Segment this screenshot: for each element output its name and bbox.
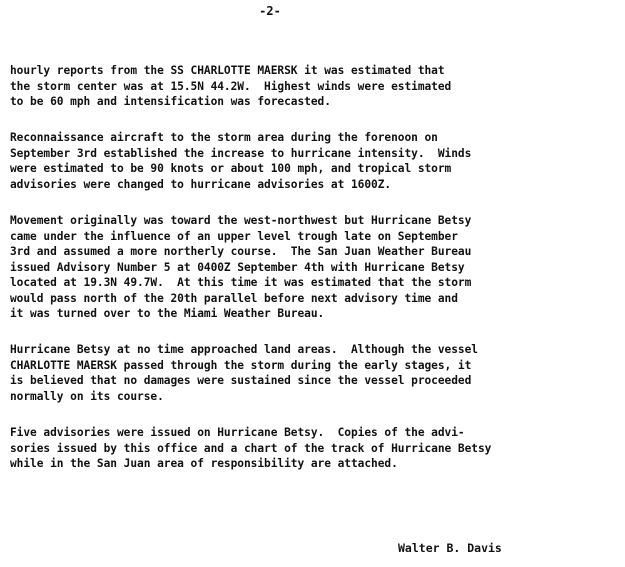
text-line: while in the San Juan area of responsibility are attached. — [10, 457, 398, 470]
text-line: Movement originally was toward the west-northwest but Hurricane Betsy — [10, 214, 472, 227]
text-line: issued Advisory Number 5 at 0400Z September 4th with Hurricane Betsy — [10, 260, 465, 274]
text-line: Hurricane Betsy at no time approached land areas. Although the vessel — [10, 343, 478, 356]
text-line: it was turned over to the Miami Weather Bureau. — [10, 307, 325, 320]
text-line: sories issued by this office and a chart of the track of Hurricane Betsy — [10, 441, 492, 455]
text-line: to be 60 mph and intensification was forecasted. — [10, 95, 331, 108]
text-line: is believed that no damages were sustained since the vessel proceeded — [10, 374, 472, 387]
text-line: September 3rd established the increase to hurricane intensity. Winds — [10, 146, 472, 160]
text-line: Five advisories were issued on Hurricane Betsy. Copies of the advi- — [10, 426, 465, 439]
text-line: would pass north of the 20th parallel before next advisory time and — [10, 291, 458, 305]
text-line: Reconnaissance aircraft to the storm area during the forenoon on — [10, 131, 438, 144]
paragraph-storm-center — [10, 63, 620, 110]
text-line: advisories were changed to hurricane advisories at 1600Z. — [10, 177, 392, 191]
signature: Walter B. Davis — [398, 541, 502, 555]
paragraph-reconnaissance — [10, 130, 620, 192]
text-line: normally on its course. — [10, 389, 164, 403]
paragraph-movement — [10, 213, 620, 322]
text-line: the storm center was at 15.5N 44.2W. Highest winds were estimated — [10, 79, 452, 93]
paragraph-land-areas — [10, 342, 620, 404]
text-line: located at 19.3N 49.7W. At this time it was estimated that the storm — [10, 276, 472, 289]
text-line: CHARLOTTE MAERSK passed through the storm during the early stages, it — [10, 358, 472, 372]
text-line: were estimated to be 90 knots or about 100 mph, and tropical storm — [10, 162, 452, 175]
page-number: -2- — [259, 4, 281, 18]
paragraph-advisories — [10, 425, 620, 472]
text-line: hourly reports from the SS CHARLOTTE MAERSK it was estimated that — [10, 64, 445, 77]
text-line: came under the influence of an upper level trough late on September — [10, 229, 458, 243]
text-line: 3rd and assumed a more northerly course. The San Juan Weather Bureau — [10, 245, 472, 258]
